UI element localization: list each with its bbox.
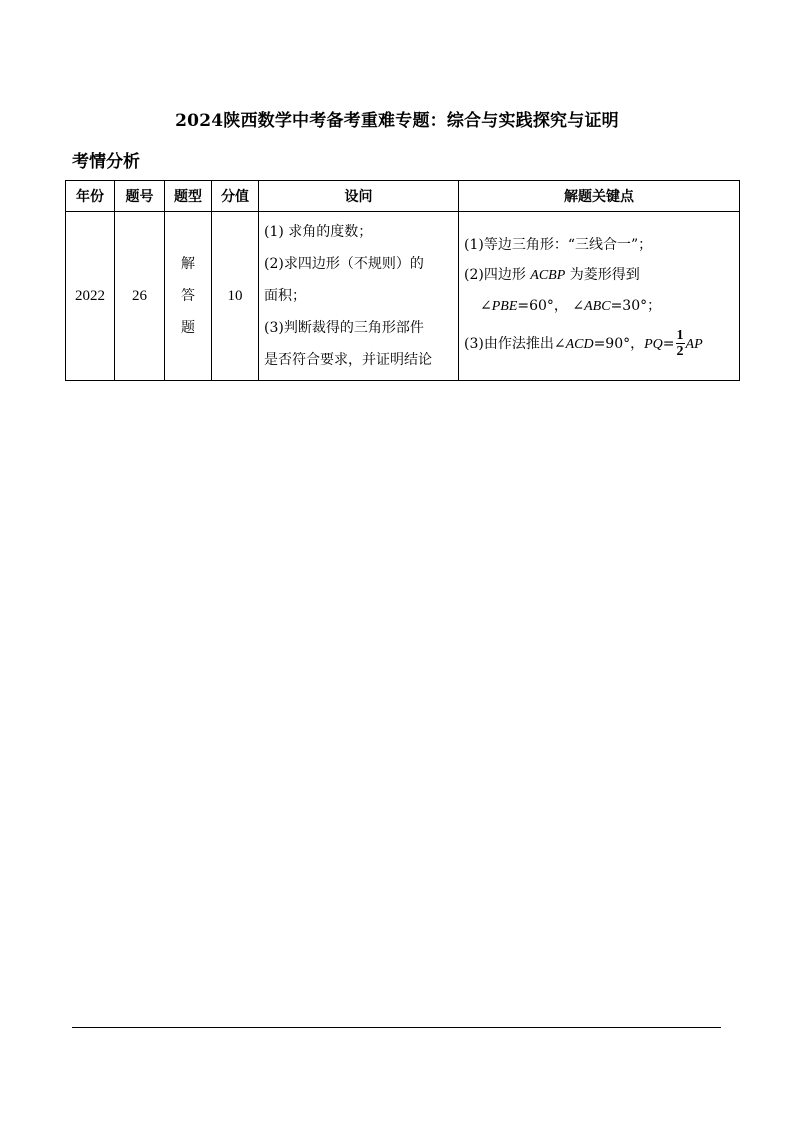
- table-row: [66, 212, 740, 381]
- question-line: 面积；: [264, 288, 306, 304]
- equals-sign: =: [662, 335, 675, 352]
- cell-key-points: [459, 212, 740, 381]
- type-char: 解: [181, 256, 195, 272]
- key-point-line-3: [464, 291, 734, 322]
- math-angle-abc: ABC: [584, 298, 611, 314]
- document-title: 2024陕西数学中考备考重难专题：综合与实践探究与证明: [175, 111, 619, 131]
- header-question-no: 题号: [115, 181, 165, 212]
- math-angle-acd: ACD: [565, 336, 594, 352]
- key-point-line-1: (1)等边三角形：“三线合一”；: [464, 236, 653, 253]
- key-text: (3)由作法推出∠: [464, 335, 566, 352]
- fraction-one-half: [676, 328, 685, 359]
- cell-year: 2022: [66, 212, 115, 381]
- header-questions: 设问: [259, 181, 459, 212]
- header-key-points: 解题关键点: [459, 181, 740, 212]
- math-rhombus-name: ACBP: [530, 267, 566, 283]
- fraction-numerator: 1: [676, 328, 684, 343]
- header-question-type: 题型: [165, 181, 212, 212]
- footer-divider: [72, 1027, 721, 1028]
- key-text: (2)四边形: [464, 266, 531, 283]
- exam-analysis-table: [65, 180, 740, 381]
- angle-symbol: ∠: [480, 297, 492, 314]
- cell-score: 10: [212, 212, 259, 381]
- math-ap: AP: [685, 336, 703, 352]
- math-angle-pbe: PBE: [491, 298, 518, 314]
- question-line: 是否符合要求，并证明结论: [264, 352, 432, 368]
- fraction-denominator: 2: [676, 344, 684, 359]
- math-pq: PQ: [644, 336, 663, 352]
- angle-value: =60°，: [517, 297, 568, 314]
- type-char: 题: [181, 320, 195, 336]
- type-char: 答: [181, 288, 195, 304]
- section-heading: 考情分析: [72, 152, 140, 172]
- table-header-row: [66, 181, 740, 212]
- question-line: (2)求四边形（不规则）的: [264, 256, 424, 272]
- cell-question-no: 26: [115, 212, 165, 381]
- angle-value: =30°；: [610, 297, 662, 314]
- header-year: 年份: [66, 181, 115, 212]
- key-text: 为菱形得到: [565, 266, 640, 283]
- cell-question-type: [165, 212, 212, 381]
- angle-symbol: ∠: [572, 297, 585, 314]
- cell-questions: [259, 212, 459, 381]
- question-line: (1) 求角的度数；: [264, 224, 373, 240]
- key-point-line-2: [464, 260, 734, 291]
- header-score: 分值: [212, 181, 259, 212]
- angle-value: =90°，: [593, 335, 645, 352]
- key-point-line-4: [464, 326, 734, 363]
- question-line: (3)判断裁得的三角形部件: [264, 320, 424, 336]
